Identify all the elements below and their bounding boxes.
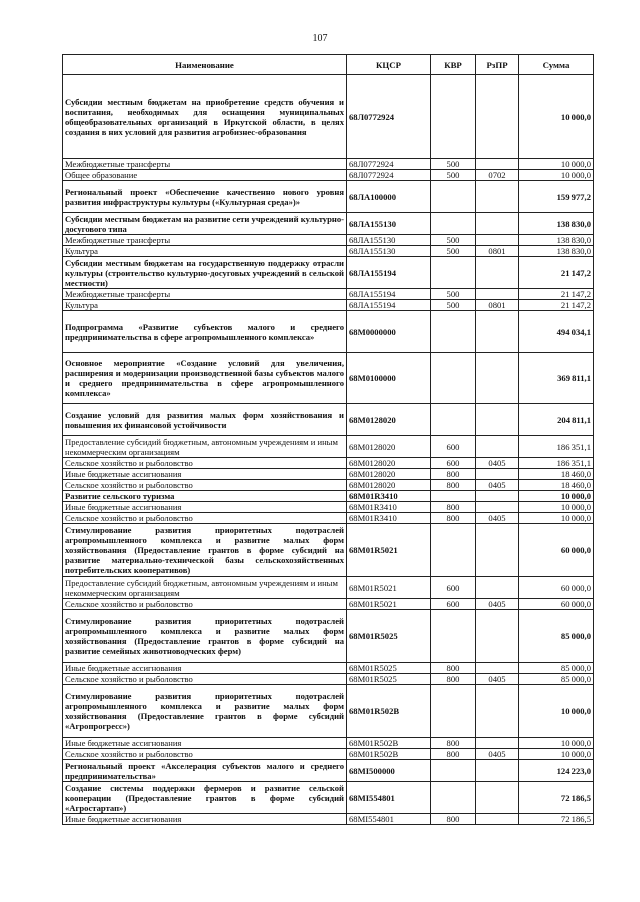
row-code-cell: 68М01R5025 — [347, 610, 431, 663]
row-kvr-cell: 600 — [431, 458, 476, 469]
row-name-cell: Стимулирование развития приоритетных подотраслей агропромышленного комплекса и развитие малых форм хозяйствования (Предоставление грантов в форме субсидий на развитие материально-технической базы сельскохозяйственных потребительских кооперативов) — [63, 524, 347, 577]
row-code-cell: 68МI554801 — [347, 814, 431, 825]
row-rzpr-cell — [476, 257, 519, 289]
row-rzpr-cell: 0405 — [476, 749, 519, 760]
row-name-cell: Иные бюджетные ассигнования — [63, 738, 347, 749]
column-header-rzpr: РзПР — [476, 55, 519, 75]
row-code-cell: 68М0128020 — [347, 469, 431, 480]
row-sum-cell: 18 460,0 — [519, 469, 594, 480]
row-code-cell: 68М0100000 — [347, 353, 431, 404]
row-kvr-cell: 800 — [431, 502, 476, 513]
row-kvr-cell — [431, 353, 476, 404]
row-kvr-cell: 800 — [431, 663, 476, 674]
table-row — [63, 599, 594, 610]
row-name-cell: Сельское хозяйство и рыболовство — [63, 513, 347, 524]
row-kvr-cell — [431, 610, 476, 663]
row-rzpr-cell: 0405 — [476, 458, 519, 469]
row-name-cell: Создание условий для развития малых форм хозяйствования и повышения их финансовой устойчивости — [63, 404, 347, 436]
row-name-cell: Сельское хозяйство и рыболовство — [63, 599, 347, 610]
row-name-cell: Культура — [63, 300, 347, 311]
row-name-cell: Сельское хозяйство и рыболовство — [63, 480, 347, 491]
row-sum-cell: 124 223,0 — [519, 760, 594, 782]
row-kvr-cell: 500 — [431, 300, 476, 311]
row-rzpr-cell — [476, 502, 519, 513]
table-row — [63, 300, 594, 311]
row-code-cell: 68М01R5021 — [347, 577, 431, 599]
row-rzpr-cell: 0405 — [476, 599, 519, 610]
row-sum-cell: 10 000,0 — [519, 502, 594, 513]
row-kvr-cell — [431, 491, 476, 502]
row-kvr-cell: 600 — [431, 599, 476, 610]
row-name-cell: Субсидии местным бюджетам на приобретение средств обучения и воспитания, необходимых для оснащения муниципальных общеобразовательных организаций в Иркутской области, в целях создания в них условий для развития агробизнес-образования — [63, 75, 347, 159]
row-name-cell: Субсидии местным бюджетам на государственную поддержку отрасли культуры (строительство культурно-досуговых учреждений в сельской местности) — [63, 257, 347, 289]
row-sum-cell: 85 000,0 — [519, 610, 594, 663]
row-sum-cell: 21 147,2 — [519, 300, 594, 311]
row-sum-cell: 186 351,1 — [519, 436, 594, 458]
table-row — [63, 404, 594, 436]
row-rzpr-cell — [476, 311, 519, 353]
row-sum-cell: 10 000,0 — [519, 685, 594, 738]
row-rzpr-cell — [476, 577, 519, 599]
table-row — [63, 749, 594, 760]
row-code-cell: 68Л0772924 — [347, 170, 431, 181]
row-rzpr-cell — [476, 760, 519, 782]
row-name-cell: Иные бюджетные ассигнования — [63, 663, 347, 674]
row-kvr-cell — [431, 181, 476, 213]
row-rzpr-cell — [476, 524, 519, 577]
row-name-cell: Культура — [63, 246, 347, 257]
table-row — [63, 685, 594, 738]
table-row — [63, 170, 594, 181]
row-code-cell: 68ЛА155194 — [347, 257, 431, 289]
row-rzpr-cell — [476, 353, 519, 404]
row-code-cell: 68М01R502В — [347, 738, 431, 749]
row-rzpr-cell: 0702 — [476, 170, 519, 181]
column-header-kcsr: КЦСР — [347, 55, 431, 75]
row-code-cell: 68М01R502В — [347, 749, 431, 760]
row-code-cell: 68М01R5021 — [347, 524, 431, 577]
table-row — [63, 513, 594, 524]
table-row — [63, 502, 594, 513]
row-name-cell: Стимулирование развития приоритетных подотраслей агропромышленного комплекса и развитие малых форм хозяйствования (Предоставление грантов в форме субсидий на развитие семейных животноводческих ферм) — [63, 610, 347, 663]
table-row — [63, 524, 594, 577]
row-kvr-cell: 500 — [431, 235, 476, 246]
table-header-row — [63, 55, 594, 75]
row-code-cell: 68М01R5021 — [347, 599, 431, 610]
row-kvr-cell: 800 — [431, 480, 476, 491]
row-code-cell: 68М01R502В — [347, 685, 431, 738]
row-kvr-cell — [431, 760, 476, 782]
row-name-cell: Развитие сельского туризма — [63, 491, 347, 502]
row-kvr-cell — [431, 257, 476, 289]
row-sum-cell: 494 034,1 — [519, 311, 594, 353]
row-sum-cell: 60 000,0 — [519, 577, 594, 599]
row-kvr-cell: 500 — [431, 159, 476, 170]
row-sum-cell: 72 186,5 — [519, 814, 594, 825]
row-name-cell: Субсидии местным бюджетам на развитие сети учреждений культурно-досугового типа — [63, 213, 347, 235]
row-kvr-cell — [431, 685, 476, 738]
row-sum-cell: 186 351,1 — [519, 458, 594, 469]
row-code-cell: 68М01R3410 — [347, 502, 431, 513]
row-name-cell: Предоставление субсидий бюджетным, автономным учреждениям и иным некоммерческим организациям — [63, 436, 347, 458]
row-name-cell: Сельское хозяйство и рыболовство — [63, 458, 347, 469]
table-row — [63, 674, 594, 685]
row-sum-cell: 21 147,2 — [519, 289, 594, 300]
row-rzpr-cell — [476, 738, 519, 749]
row-name-cell: Общее образование — [63, 170, 347, 181]
row-sum-cell: 10 000,0 — [519, 513, 594, 524]
row-code-cell: 68М0000000 — [347, 311, 431, 353]
row-sum-cell: 10 000,0 — [519, 738, 594, 749]
row-kvr-cell: 800 — [431, 469, 476, 480]
row-kvr-cell: 500 — [431, 289, 476, 300]
row-rzpr-cell — [476, 235, 519, 246]
row-name-cell: Иные бюджетные ассигнования — [63, 469, 347, 480]
table-row — [63, 782, 594, 814]
row-rzpr-cell — [476, 159, 519, 170]
row-rzpr-cell: 0801 — [476, 300, 519, 311]
row-sum-cell: 10 000,0 — [519, 170, 594, 181]
row-code-cell: 68М0128020 — [347, 458, 431, 469]
row-kvr-cell — [431, 782, 476, 814]
row-rzpr-cell — [476, 181, 519, 213]
column-header-kvr: КВР — [431, 55, 476, 75]
row-name-cell: Основное мероприятие «Создание условий для увеличения, расширения и модернизации производственной базы субъектов малого и среднего предпринимательства в сфере агропромышленного комплекса» — [63, 353, 347, 404]
row-code-cell: 68М01R3410 — [347, 491, 431, 502]
row-sum-cell: 159 977,2 — [519, 181, 594, 213]
row-kvr-cell: 800 — [431, 749, 476, 760]
table-row — [63, 436, 594, 458]
row-kvr-cell — [431, 524, 476, 577]
table-row — [63, 760, 594, 782]
table-row — [63, 458, 594, 469]
row-name-cell: Сельское хозяйство и рыболовство — [63, 749, 347, 760]
row-code-cell: 68ЛА155194 — [347, 300, 431, 311]
row-code-cell: 68Л0772924 — [347, 75, 431, 159]
row-kvr-cell — [431, 404, 476, 436]
column-header-sum: Сумма — [519, 55, 594, 75]
row-name-cell: Создание системы поддержки фермеров и развитие сельской кооперации (Предоставление грантов в форме субсидий «Агростартап») — [63, 782, 347, 814]
table-row — [63, 311, 594, 353]
row-code-cell: 68М01R5025 — [347, 674, 431, 685]
row-rzpr-cell — [476, 814, 519, 825]
row-sum-cell: 204 811,1 — [519, 404, 594, 436]
column-header-name: Наименование — [63, 55, 347, 75]
row-code-cell: 68ЛА155130 — [347, 213, 431, 235]
row-rzpr-cell — [476, 610, 519, 663]
row-name-cell: Региональный проект «Акселерация субъектов малого и среднего предпринимательства» — [63, 760, 347, 782]
table-row — [63, 75, 594, 159]
row-name-cell: Иные бюджетные ассигнования — [63, 502, 347, 513]
row-kvr-cell: 600 — [431, 436, 476, 458]
table-row — [63, 814, 594, 825]
budget-table — [62, 54, 594, 825]
row-sum-cell: 10 000,0 — [519, 749, 594, 760]
row-code-cell: 68Л0772924 — [347, 159, 431, 170]
row-sum-cell: 60 000,0 — [519, 599, 594, 610]
page-number: 107 — [312, 33, 328, 44]
row-code-cell: 68МI554801 — [347, 782, 431, 814]
row-kvr-cell: 600 — [431, 577, 476, 599]
row-kvr-cell: 500 — [431, 170, 476, 181]
row-rzpr-cell: 0405 — [476, 480, 519, 491]
row-name-cell: Межбюджетные трансферты — [63, 289, 347, 300]
row-name-cell: Межбюджетные трансферты — [63, 235, 347, 246]
table-row — [63, 159, 594, 170]
row-rzpr-cell — [476, 213, 519, 235]
table-row — [63, 289, 594, 300]
table-row — [63, 257, 594, 289]
table-row — [63, 213, 594, 235]
table-row — [63, 577, 594, 599]
row-rzpr-cell — [476, 75, 519, 159]
row-name-cell: Стимулирование развития приоритетных подотраслей агропромышленного комплекса и развитие малых форм хозяйствования (Предоставление грантов в форме субсидий «Агропрогресс») — [63, 685, 347, 738]
table-body — [63, 75, 594, 825]
row-sum-cell: 60 000,0 — [519, 524, 594, 577]
row-rzpr-cell — [476, 491, 519, 502]
table-row — [63, 469, 594, 480]
row-rzpr-cell — [476, 469, 519, 480]
row-sum-cell: 138 830,0 — [519, 213, 594, 235]
table-row — [63, 480, 594, 491]
row-kvr-cell — [431, 311, 476, 353]
table-row — [63, 353, 594, 404]
row-rzpr-cell — [476, 436, 519, 458]
row-sum-cell: 72 186,5 — [519, 782, 594, 814]
row-sum-cell: 10 000,0 — [519, 75, 594, 159]
row-sum-cell: 138 830,0 — [519, 246, 594, 257]
row-code-cell: 68ЛА155130 — [347, 235, 431, 246]
row-sum-cell: 85 000,0 — [519, 674, 594, 685]
row-kvr-cell — [431, 213, 476, 235]
table-row — [63, 610, 594, 663]
row-code-cell: 68ЛА155194 — [347, 289, 431, 300]
row-sum-cell: 18 460,0 — [519, 480, 594, 491]
row-code-cell: 68М0128020 — [347, 480, 431, 491]
row-rzpr-cell — [476, 404, 519, 436]
table-row — [63, 181, 594, 213]
row-rzpr-cell — [476, 685, 519, 738]
row-code-cell: 68М01R3410 — [347, 513, 431, 524]
row-code-cell: 68М0128020 — [347, 436, 431, 458]
row-sum-cell: 21 147,2 — [519, 257, 594, 289]
table-row — [63, 738, 594, 749]
row-sum-cell: 85 000,0 — [519, 663, 594, 674]
row-name-cell: Региональный проект «Обеспечение качественно нового уровня развития инфраструктуры культуры («Культурная среда»)» — [63, 181, 347, 213]
row-name-cell: Подпрограмма «Развитие субъектов малого и среднего предпринимательства в сфере агропромышленного комплекса» — [63, 311, 347, 353]
row-rzpr-cell: 0405 — [476, 674, 519, 685]
table-row — [63, 235, 594, 246]
row-code-cell: 68МI500000 — [347, 760, 431, 782]
table-row — [63, 663, 594, 674]
row-kvr-cell: 800 — [431, 513, 476, 524]
row-kvr-cell: 800 — [431, 674, 476, 685]
row-kvr-cell: 500 — [431, 246, 476, 257]
row-code-cell: 68ЛА155130 — [347, 246, 431, 257]
row-code-cell: 68М0128020 — [347, 404, 431, 436]
row-sum-cell: 138 830,0 — [519, 235, 594, 246]
row-rzpr-cell: 0405 — [476, 513, 519, 524]
row-code-cell: 68ЛА100000 — [347, 181, 431, 213]
row-name-cell: Предоставление субсидий бюджетным, автономным учреждениям и иным некоммерческим организациям — [63, 577, 347, 599]
row-name-cell: Межбюджетные трансферты — [63, 159, 347, 170]
row-code-cell: 68М01R5025 — [347, 663, 431, 674]
row-rzpr-cell: 0801 — [476, 246, 519, 257]
row-kvr-cell: 800 — [431, 738, 476, 749]
row-sum-cell: 369 811,1 — [519, 353, 594, 404]
row-rzpr-cell — [476, 782, 519, 814]
row-name-cell: Сельское хозяйство и рыболовство — [63, 674, 347, 685]
row-name-cell: Иные бюджетные ассигнования — [63, 814, 347, 825]
table-row — [63, 246, 594, 257]
row-kvr-cell: 800 — [431, 814, 476, 825]
row-kvr-cell — [431, 75, 476, 159]
row-sum-cell: 10 000,0 — [519, 159, 594, 170]
row-sum-cell: 10 000,0 — [519, 491, 594, 502]
row-rzpr-cell — [476, 289, 519, 300]
table-row — [63, 491, 594, 502]
row-rzpr-cell — [476, 663, 519, 674]
